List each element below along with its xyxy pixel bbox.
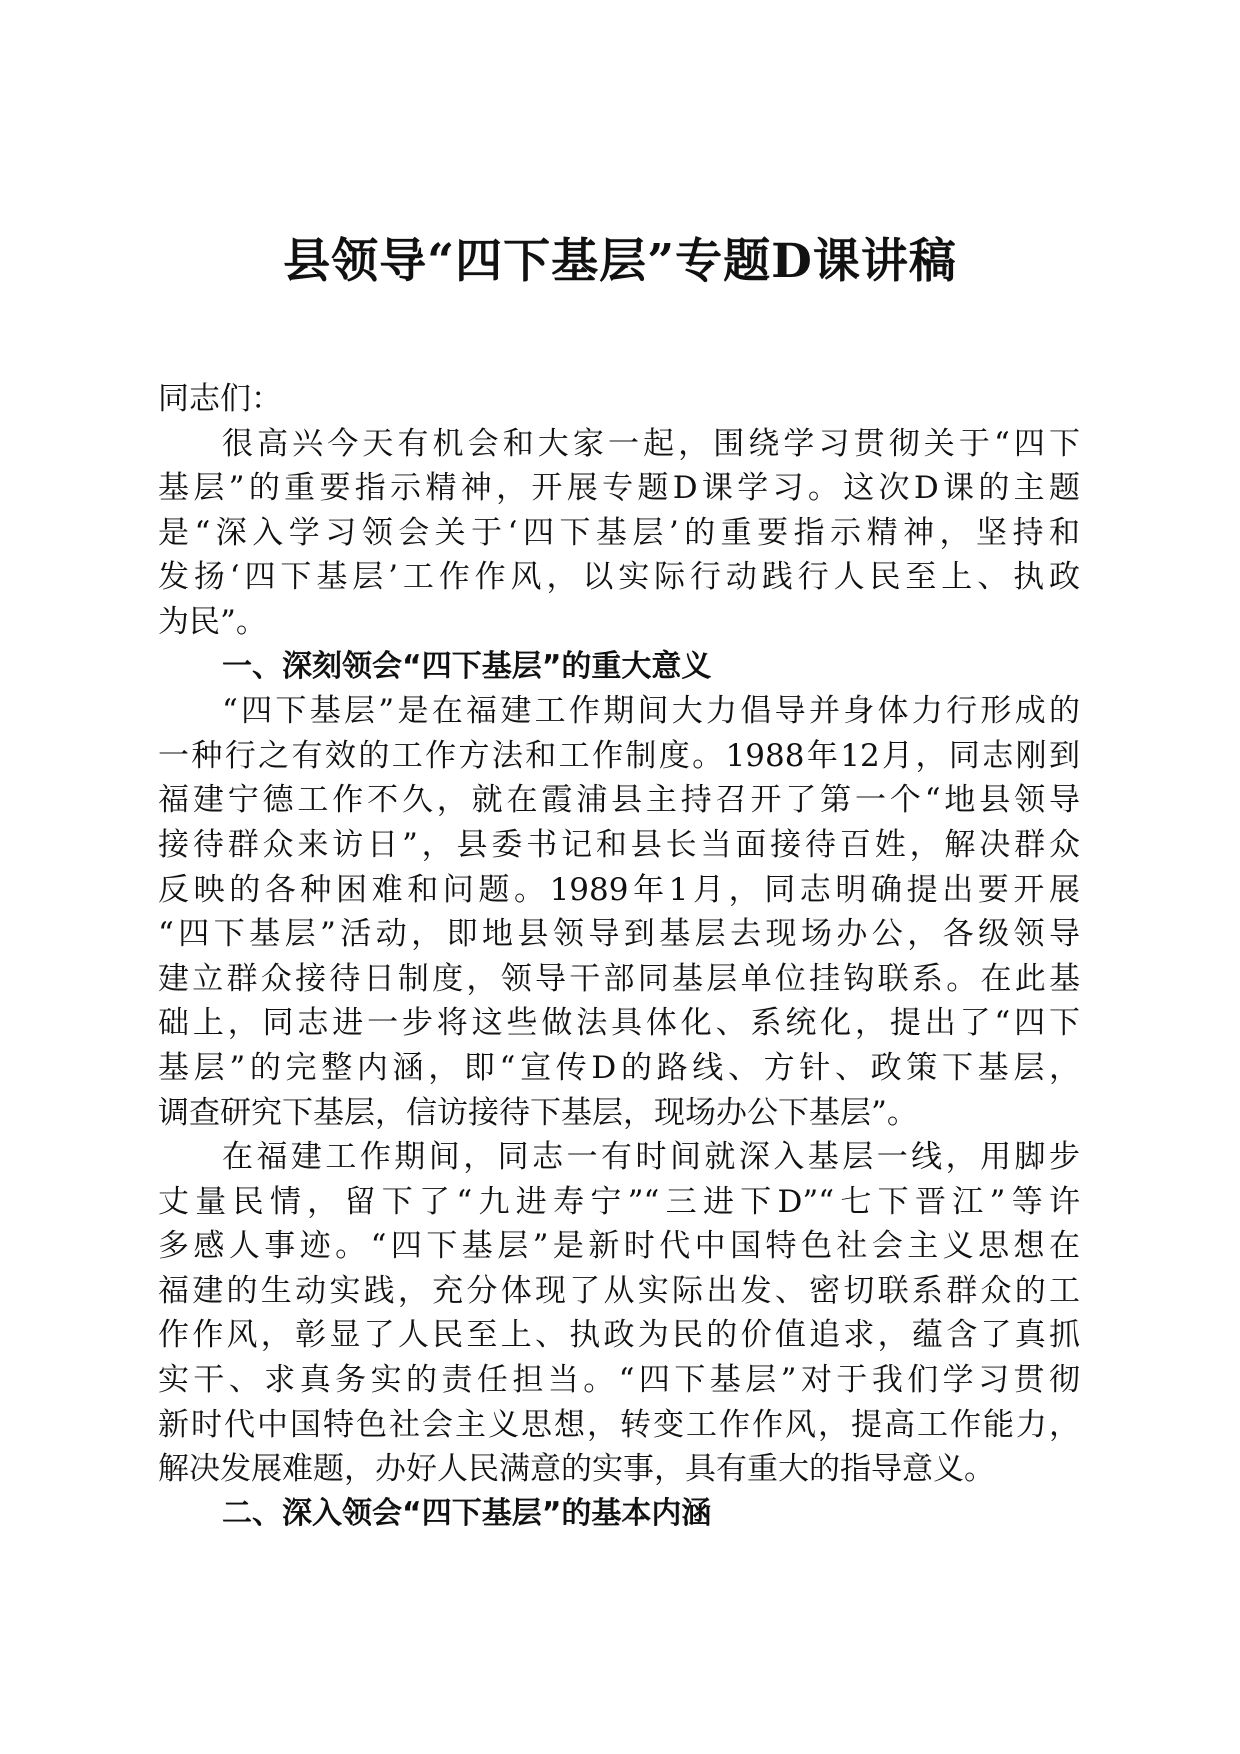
text-line: 多感人事迹。“四下基层”是新时代中国特色社会主义思想在 — [158, 1228, 1080, 1265]
text-line: 发扬‘四下基层’工作作风，以实际行动践行人民至上、执政 — [158, 559, 1080, 596]
section-heading: 一、深刻领会“四下基层”的重大意义 — [222, 648, 712, 684]
section-heading: 二、深入领会“四下基层”的基本内涵 — [222, 1495, 712, 1531]
text-line: 一种行之有效的工作方法和工作制度。1988年12月，同志刚到 — [158, 737, 1080, 774]
text-line: 很高兴今天有机会和大家一起，围绕学习贯彻关于“四下 — [222, 425, 1080, 462]
text-line: 实干、求真务实的责任担当。“四下基层”对于我们学习贯彻 — [158, 1362, 1080, 1399]
text-line: 新时代中国特色社会主义思想，转变工作作风，提高工作能力， — [158, 1406, 1080, 1443]
text-line: 基层”的重要指示精神，开展专题D课学习。这次D课的主题 — [158, 470, 1080, 507]
text-line: 是“深入学习领会关于‘四下基层’的重要指示精神，坚持和 — [158, 514, 1080, 551]
text-line: 在福建工作期间，同志一有时间就深入基层一线，用脚步 — [222, 1139, 1080, 1176]
text-line: 为民”。 — [158, 603, 267, 640]
text-line: 福建的生动实践，充分体现了从实际出发、密切联系群众的工 — [158, 1272, 1080, 1309]
text-line: 同志们： — [158, 381, 282, 417]
text-line: 反映的各种困难和问题。1989年1月，同志明确提出要开展 — [158, 871, 1080, 908]
text-line: 福建宁德工作不久，就在霞浦县主持召开了第一个“地县领导 — [158, 782, 1080, 819]
document-title: 县领导“四下基层”专题D课讲稿 — [283, 234, 957, 289]
text-line: “四下基层”活动，即地县领导到基层去现场办公，各级领导 — [158, 916, 1080, 953]
text-line: 接待群众来访日”，县委书记和县长当面接待百姓，解决群众 — [158, 826, 1080, 863]
text-line: 解决发展难题，办好人民满意的实事，具有重大的指导意义。 — [158, 1451, 995, 1488]
text-line: 作作风，彰显了人民至上、执政为民的价值追求，蕴含了真抓 — [158, 1317, 1080, 1354]
text-line: 建立群众接待日制度，领导干部同基层单位挂钩联系。在此基 — [158, 960, 1080, 997]
text-line: 础上，同志进一步将这些做法具体化、系统化，提出了“四下 — [158, 1005, 1080, 1042]
text-line: 基层”的完整内涵，即“宣传D的路线、方针、政策下基层， — [158, 1049, 1080, 1086]
text-line: 调查研究下基层，信访接待下基层，现场办公下基层”。 — [158, 1094, 918, 1131]
text-line: 丈量民情，留下了“九进寿宁”“三进下D”“七下晋江”等许 — [158, 1183, 1080, 1220]
text-line: “四下基层”是在福建工作期间大力倡导并身体力行形成的 — [222, 693, 1080, 730]
document-body — [158, 377, 1080, 1536]
